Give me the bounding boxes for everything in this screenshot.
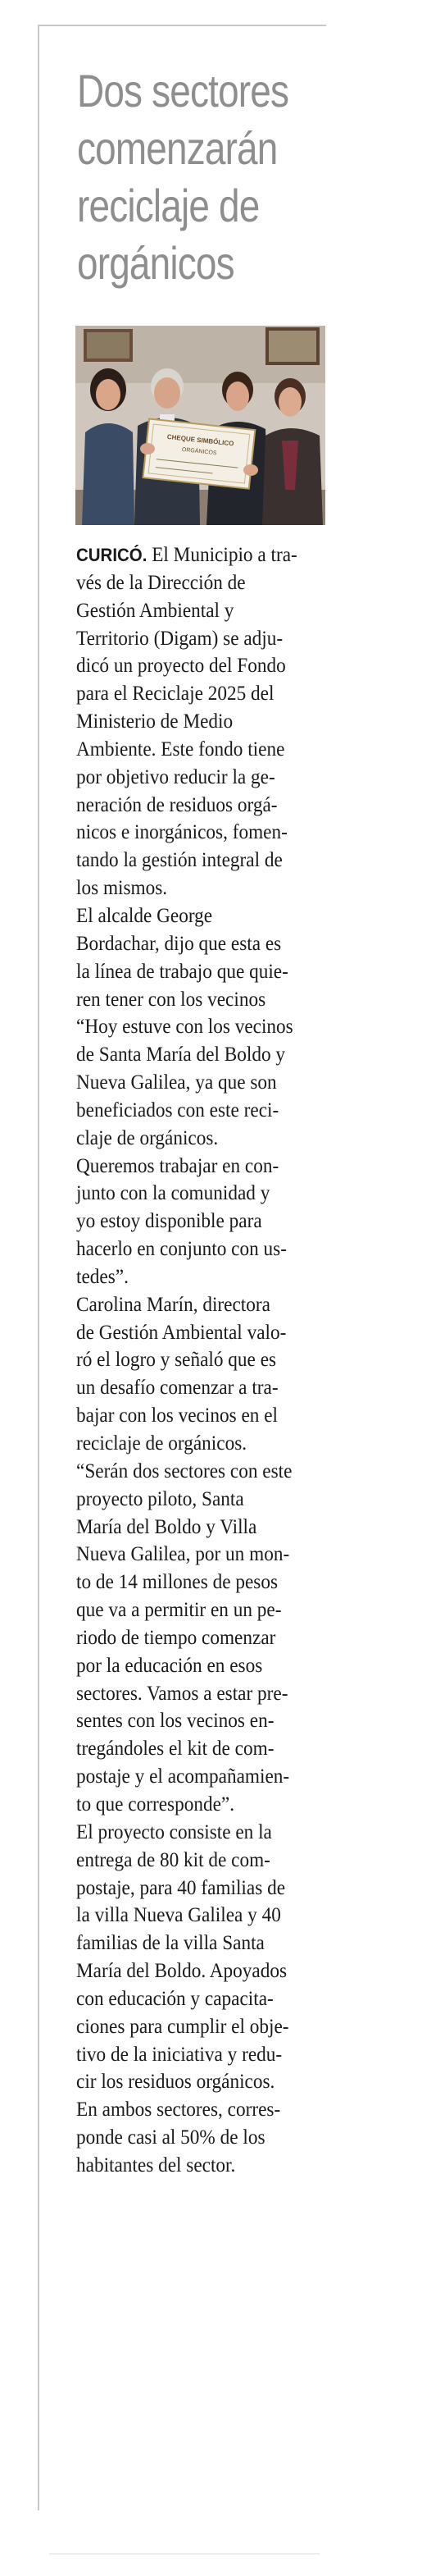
photo-illustration: [75, 326, 325, 525]
body-line: dicó un proyecto del Fondo: [76, 655, 286, 678]
body-line: claje de orgánicos.: [76, 1126, 219, 1149]
body-line: de Santa María del Boldo y: [76, 1044, 286, 1066]
body-line: tedes”.: [76, 1265, 129, 1288]
body-line: la villa Nueva Galilea y 40: [76, 1904, 281, 1927]
body-line: yo estoy disponible para: [76, 1210, 262, 1233]
article-body: [76, 541, 317, 2180]
body-line: Territorio (Digam) se adju-: [76, 627, 284, 650]
body-line: postaje, para 40 familias de: [76, 1876, 286, 1899]
page-bottom-rule: [49, 2553, 320, 2555]
body-line: vés de la Dirección de: [76, 571, 246, 594]
body-line: Bordachar, dijo que esta es: [76, 932, 282, 955]
body-line: habitantes del sector.: [76, 2154, 236, 2176]
body-line: bajar con los vecinos en el: [76, 1404, 278, 1427]
body-line: hacerlo en conjunto con us-: [76, 1238, 287, 1261]
body-line: Ambiente. Este fondo tiene: [76, 738, 285, 760]
body-line: María del Boldo y Villa: [76, 1515, 257, 1538]
body-line: En ambos sectores, corres-: [76, 2099, 281, 2122]
body-line: El proyecto consiste en la: [76, 1820, 272, 1843]
headline-line: Dos sectores: [77, 65, 289, 116]
body-line: nicos e inorgánicos, fomen-: [76, 821, 288, 844]
body-line: postaje y el acompañamien-: [76, 1765, 290, 1788]
body-line: Nueva Galilea, ya que son: [76, 1071, 277, 1094]
body-line: sentes con los vecinos en-: [76, 1710, 275, 1733]
body-line: to de 14 millones de pesos: [76, 1571, 279, 1594]
body-line: los mismos.: [76, 877, 168, 900]
body-line: proyecto piloto, Santa: [76, 1487, 244, 1510]
body-line: de Gestión Ambiental valo-: [76, 1321, 287, 1344]
headline-line: reciclaje de: [77, 180, 260, 231]
body-line: sectores. Vamos a estar pre-: [76, 1682, 288, 1705]
body-line: ró el logro y señaló que es: [76, 1349, 277, 1372]
body-line: que va a permitir en un pe-: [76, 1599, 282, 1622]
body-line: entrega de 80 kit de com-: [76, 1848, 270, 1871]
body-lines: [76, 569, 317, 2180]
body-line: tando la gestión integral de: [76, 849, 283, 872]
body-line: con educación y capacita-: [76, 1987, 274, 2010]
body-line: ponde casi al 50% de los: [76, 2126, 265, 2149]
body-line: reciclaje de orgánicos.: [76, 1432, 247, 1455]
sign-text-line: CHEQUE SIMBÓLICO: [166, 432, 234, 448]
body-line: neración de residuos orgá-: [76, 793, 278, 816]
headline-line: comenzarán: [77, 122, 278, 174]
sign-text-line: ORGÁNICOS: [181, 446, 217, 457]
body-line-first: [76, 541, 317, 569]
body-line: cir los residuos orgánicos.: [76, 2071, 275, 2094]
body-line: riodo de tiempo comenzar: [76, 1626, 276, 1649]
body-line: por la educación en esos: [76, 1654, 263, 1677]
dateline: CURICÓ.: [76, 545, 147, 565]
body-line: “Hoy estuve con los vecinos: [76, 1016, 293, 1039]
body-line: María del Boldo. Apoyados: [76, 1960, 288, 1983]
column-rule-left: [38, 25, 39, 2510]
body-line: Queremos trabajar en con-: [76, 1154, 279, 1177]
body-line: beneficiados con este reci-: [76, 1098, 279, 1121]
body-line-first-rest: El Municipio a tra-: [147, 544, 297, 566]
body-line: tivo de la iniciativa y redu-: [76, 2043, 283, 2066]
article-photo: [75, 326, 325, 525]
body-line: Gestión Ambiental y: [76, 599, 234, 622]
body-line: Carolina Marín, directora: [76, 1293, 270, 1316]
body-line: la línea de trabajo que quie-: [76, 960, 288, 983]
body-line: to que corresponde”.: [76, 1793, 235, 1816]
body-line: Nueva Galilea, por un mon-: [76, 1543, 290, 1566]
article-headline: [77, 62, 289, 292]
body-line: El alcalde George: [76, 904, 213, 927]
headline-line: orgánicos: [77, 237, 234, 289]
body-line: tregándoles el kit de com-: [76, 1738, 275, 1761]
column-rule-top: [38, 25, 326, 26]
body-line: familias de la villa Santa: [76, 1932, 265, 1955]
body-line: por objetivo reducir la ge-: [76, 765, 275, 788]
body-line: un desafío comenzar a tra-: [76, 1377, 279, 1400]
body-line: ciones para cumplir el obje-: [76, 2015, 289, 2038]
body-line: junto con la comunidad y: [76, 1182, 270, 1205]
body-line: para el Reciclaje 2025 del: [76, 683, 275, 706]
body-line: “Serán dos sectores con este: [76, 1459, 293, 1482]
body-line: ren tener con los vecinos: [76, 988, 266, 1011]
body-line: Ministerio de Medio: [76, 710, 234, 733]
